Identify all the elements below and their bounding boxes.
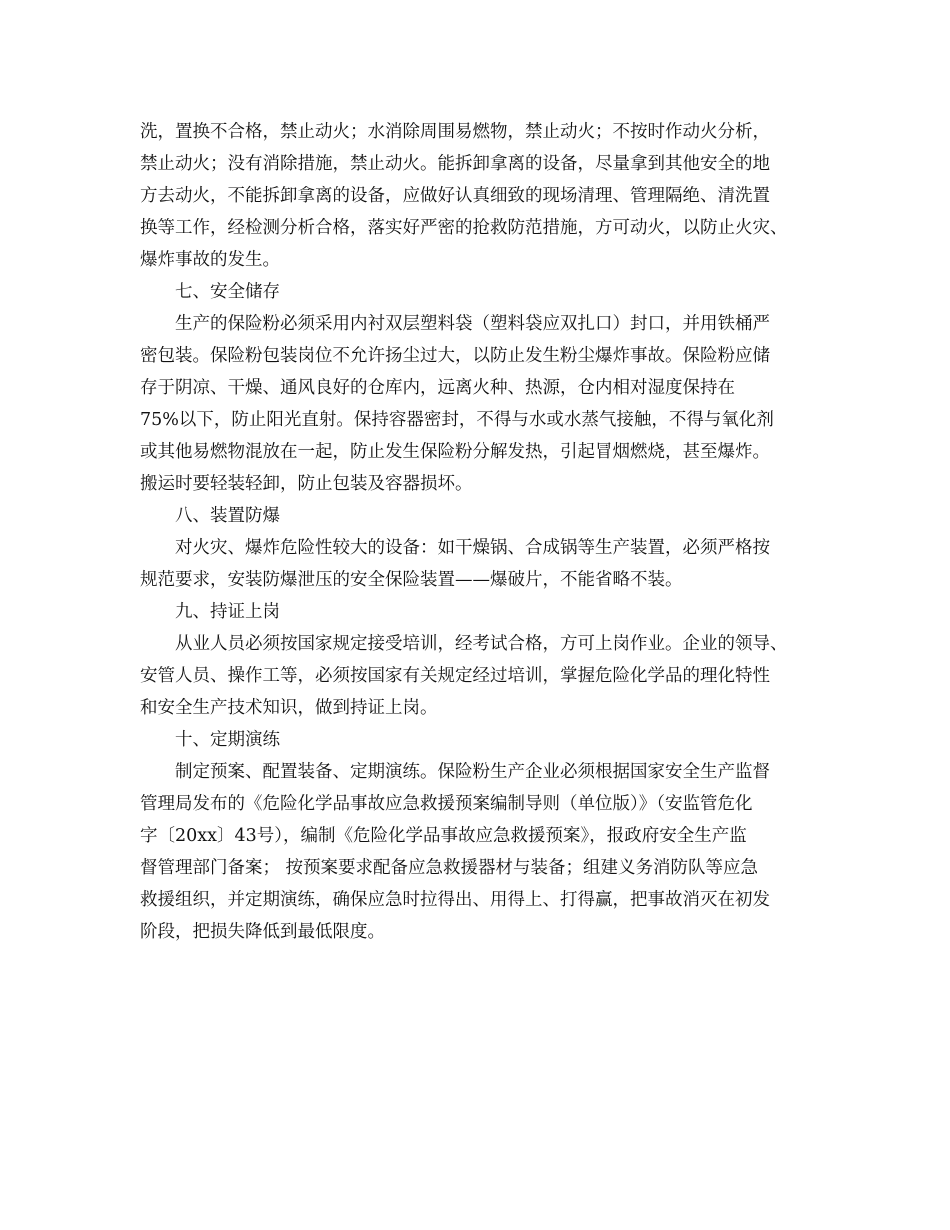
text-line: 生产的保险粉必须采用内衬双层塑料袋（塑料袋应双扎口）封口，并用铁桶严 [175,314,770,334]
text-line: 方去动火，不能拆卸拿离的设备，应做好认真细致的现场清理、管理隔绝、清洗置 [140,186,770,206]
text-line: 十、定期演练 [175,730,280,750]
text-line: 爆炸事故的发生。 [140,250,280,270]
text-line: 督管理部门备案； 按预案要求配备应急救援器材与装备；组建义务消防队等应急 [140,858,759,878]
text-line: 存于阴凉、干燥、通风良好的仓库内，远离火种、热源，仓内相对湿度保持在 [140,378,735,398]
text-line: 从业人员必须按国家规定接受培训，经考试合格，方可上岗作业。企业的领导、 [175,634,788,654]
text-line: 制定预案、配置装备、定期演练。保险粉生产企业必须根据国家安全生产监督 [175,762,770,782]
text-line: 七、安全储存 [175,282,280,302]
text-line: 搬运时要轻装轻卸，防止包装及容器损坏。 [140,474,473,494]
text-line: 阶段，把损失降低到最低限度。 [140,922,385,942]
text-line: 安管人员、操作工等，必须按国家有关规定经过培训，掌握危险化学品的理化特性 [140,666,770,686]
text-line: 救援组织，并定期演练，确保应急时拉得出、用得上、打得赢，把事故消灭在初发 [140,890,770,910]
text-line: 和安全生产技术知识，做到持证上岗。 [140,698,438,718]
text-line: 九、持证上岗 [175,602,280,622]
text-line: 换等工作，经检测分析合格，落实好严密的抢救防范措施，方可动火，以防止火灾、 [140,218,788,238]
text-line: 管理局发布的《危险化学品事故应急救援预案编制导则（单位版）》（安监管危化 [140,794,753,814]
text-line: 八、装置防爆 [175,506,280,526]
text-line: 字〔20xx〕43号），编制《危险化学品事故应急救援预案》，报政府安全生产监 [140,826,747,846]
text-line: 对火灾、爆炸危险性较大的设备：如干燥锅、合成锅等生产装置，必须严格按 [175,538,770,558]
text-line: 密包装。保险粉包装岗位不允许扬尘过大，以防止发生粉尘爆炸事故。保险粉应储 [140,346,770,366]
text-line: 75%以下，防止阳光直射。保持容器密封，不得与水或水蒸气接触，不得与氧化剂 [140,410,774,430]
document-body [140,116,820,948]
text-line: 规范要求，安装防爆泄压的安全保险装置——爆破片，不能省略不装。 [140,570,683,590]
text-line: 或其他易燃物混放在一起，防止发生保险粉分解发热，引起冒烟燃烧，甚至爆炸。 [140,442,770,462]
text-line: 禁止动火；没有消除措施，禁止动火。能拆卸拿离的设备，尽量拿到其他安全的地 [140,154,770,174]
text-line: 洗，置换不合格，禁止动火；水消除周围易燃物，禁止动火；不按时作动火分析， [140,122,770,142]
